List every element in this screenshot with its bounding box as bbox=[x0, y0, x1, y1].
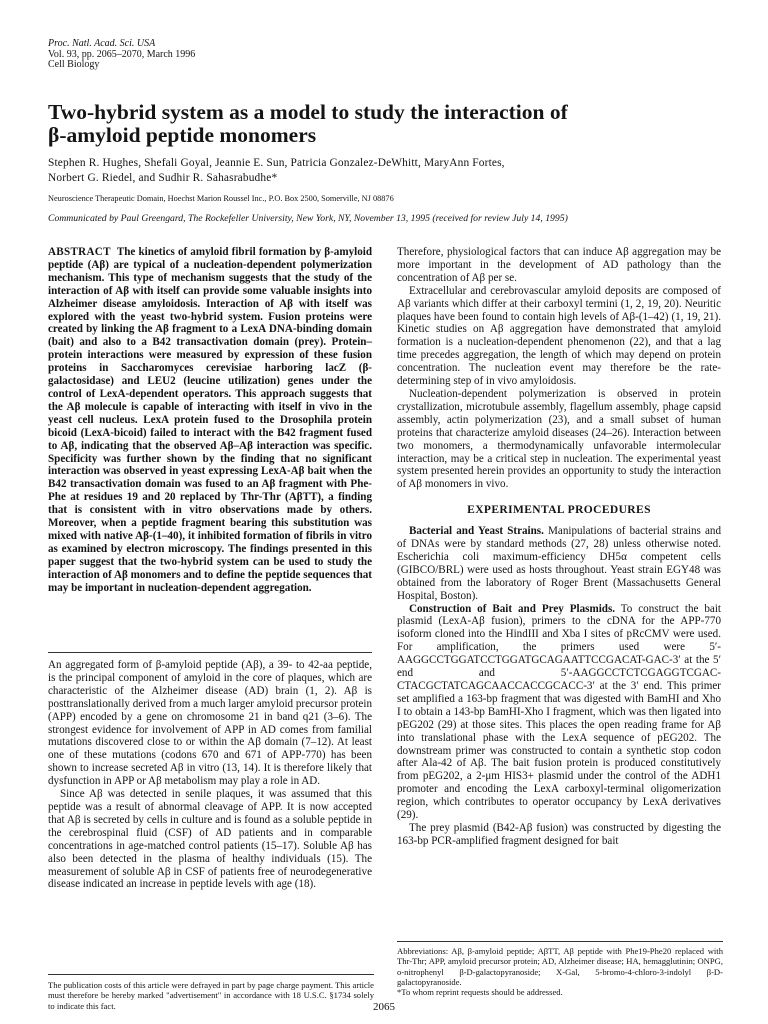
strains-paragraph bbox=[397, 525, 721, 602]
right-paragraph-2: Extracellular and cerebrovascular amyloid deposits are composed of Aβ variants which differ at their carboxyl termini (1, 2, 19, 20). Neuritic plaques have been found to contain high levels of Aβ-(1–42) (1, 19, 21). Kinetic studies on Aβ aggregation have demonstrated that amyloid formation is a nucleation-dependent phenomenon (22), and that a lag time precedes aggregation, the length of which may depend on protein concentration. The nucleation event may therefore be the rate-determining step of in vivo amyloidosis. bbox=[397, 284, 721, 388]
plasmids-paragraph bbox=[397, 603, 721, 822]
author-list bbox=[48, 156, 738, 186]
strains-text: Manipulations of bacterial strains and of DNAs were by standard methods (27, 28) unless otherwise noted. Escherichia coli maximum-efficiency DH5α competent cells (GIBCO/BRL) were used as hosts throughout. Yeast strain EGY48 was obtained from the laboratory of Roger Brent (Massachusetts General Hospital, Boston). bbox=[397, 525, 721, 602]
right-column bbox=[397, 246, 721, 848]
title-line-1: Two-hybrid system as a model to study the interaction of bbox=[48, 100, 568, 124]
communicated-by: Communicated by Paul Greengard, The Rockefeller University, New York, NY, November 13, 1995 (received for review July 14, 1995) bbox=[48, 213, 568, 224]
prey-paragraph: The prey plasmid (B42-Aβ fusion) was constructed by digesting the 163-bp PCR-amplified fragment designed for bait bbox=[397, 821, 721, 847]
publication-cost-note: The publication costs of this article were defrayed in part by page charge payment. This article must therefore be hereby marked "advertisement" in accordance with 18 U.S.C. §1734 solely to indicate this fact. bbox=[48, 980, 374, 1011]
right-paragraph-3: Nucleation-dependent polymerization is observed in protein crystallization, microtubule assembly, flagellum assembly, phage capsid assembly, actin polymerization (23), and a small subset of human proteins that characterize amyloid diseases (24–26). Interaction between two monomers, a thermodynamically unfavorable intermolecular interaction, may be a critical step in nucleation. The experimental yeast system presented herein provides an opportunity to study the interaction of Aβ monomers in vivo. bbox=[397, 387, 721, 491]
strains-heading: Bacterial and Yeast Strains. bbox=[409, 525, 544, 538]
title-line-2: β-amyloid peptide monomers bbox=[48, 123, 317, 147]
abstract bbox=[48, 246, 372, 594]
affiliation: Neuroscience Therapeutic Domain, Hoechst Marion Roussel Inc., P.O. Box 2500, Somerville, NJ 08876 bbox=[48, 194, 394, 203]
journal-section: Cell Biology bbox=[48, 59, 100, 70]
footnote-divider-right bbox=[397, 941, 723, 942]
plasmids-heading: Construction of Bait and Prey Plasmids. bbox=[409, 602, 616, 615]
section-heading: EXPERIMENTAL PROCEDURES bbox=[467, 504, 651, 517]
abstract-text: The kinetics of amyloid fibril formation by β-amyloid peptide (Aβ) are typical of a nucleation-dependent polymerization mechanism. This type of mechanism suggests that the study of the interaction of Aβ with itself can provide some valuable insights into Alzheimer disease amyloidosis. Interaction of Aβ with itself was explored with the yeast two-hybrid system. Fusion proteins were created by linking the Aβ fragment to a LexA DNA-binding domain (bait) and also to a B42 transactivation domain (prey). Protein–protein interactions were measured by expression of these fusion proteins in Saccharomyces cerevisiae harboring lacZ (β-galactosidase) and LEU2 (leucine utilization) genes under the control of LexA-dependent operators. This approach suggests that the Aβ molecule is capable of interacting with itself in vivo in the yeast cell nucleus. LexA protein fused to the Drosophila protein bicoid (LexA-bicoid) failed to interact with the B42 fragment fused to Aβ, indicating that the observed Aβ–Aβ interaction was specific. Specificity was further shown by the finding that no significant interaction was observed in yeast expressing LexA-Aβ bait when the B42 transactivation domain was fused to an Aβ fragment with Phe-Phe at residues 19 and 20 replaced by Thr-Thr (AβTT), a finding that is consistent with in vitro observations made by others. Moreover, when a peptide fragment bearing this substitution was mixed with native Aβ-(1–40), it inhibited formation of fibrils in vitro as examined by electron microscopy. The findings presented in this paper suggest that the two-hybrid system can be used to study the interaction of Aβ monomers and to define the peptide sequences that may be important in nucleation-dependent aggregation. bbox=[48, 246, 372, 594]
journal-citation bbox=[48, 39, 195, 71]
journal-volume: Vol. 93, pp. 2065–2070, March 1996 bbox=[48, 48, 196, 60]
abstract-divider bbox=[48, 652, 372, 653]
intro-paragraph-1: An aggregated form of β-amyloid peptide (Aβ), a 39- to 42-aa peptide, is the principal component of amyloid in the core of plaques, which are characteristic of the Alzheimer disease (AD) brain (1, 2). Aβ is posttranslationally derived from a much larger amyloid precursor protein (APP) encoded by a gene on chromosome 21 in band q21 (3–6). The strongest evidence for involvement of APP in AD comes from familial mutations discovered close to or within the Aβ domain (7–12). At least one of these mutations (codons 670 and 671 of APP-770) has been shown to increase secreted Aβ in vitro (13, 14). It is therefore likely that dysfunction in APP or Aβ metabolism may play a role in AD. bbox=[48, 659, 372, 788]
authors-line-2: Norbert G. Riedel, and Sudhir R. Sahasrabudhe* bbox=[48, 172, 278, 184]
page-number: 2065 bbox=[373, 1001, 395, 1013]
introduction bbox=[48, 659, 372, 891]
reprint-note: *To whom reprint requests should be addressed. bbox=[397, 987, 563, 998]
abbreviations-footnote bbox=[397, 946, 723, 997]
intro-paragraph-2: Since Aβ was detected in senile plaques, it was assumed that this peptide was a result of abnormal cleavage of APP. It is now accepted that Aβ is secreted by cells in culture and is found as a soluble peptide in the cerebrospinal fluid (CSF) of AD patients and in comparable concentrations in age-matched control patients (15–17). Soluble Aβ has also been detected in the plasma of healthy individuals (15). The measurement of soluble Aβ in CSF of patients free of neurodegenerative disease indicated an increase in peptide levels with age (18). bbox=[48, 788, 372, 891]
plasmids-text: To construct the bait plasmid (LexA-Aβ fusion), primers to the cDNA for the APP-770 isoform cloned into the HindIII and Xba I sites of pRcCMV were used. For amplification, the primers used were 5′-AAGGCCTGGATCCTGGATGCAGAATTCCGACAT-GAC-3′ at the 5′ end and 5′-AAGGCCTCTCGAGGTCGAC-CTACGCTATCAGCAACCACCGCACC-3′ at the 3′ end. This primer set amplified a 163-bp fragment that was digested with BamHI and Xho I to obtain a 143-bp BamHI-Xho I fragment, which was then ligated into pEG202 (29) at those sites. This places the open reading frame for Aβ into translational phase with the LexA sequence of pEG202. The downstream primer was constructed to contain a synthetic stop codon after Ala-42 of Aβ. The bait fusion protein is produced constitutively from pEG202, a 2-μm HIS3+ plasmid under the control of the ADH1 promoter and encoding the LexA carboxyl-terminal oligomerization region, which contributes to operator occupancy by LexA derivatives (29). bbox=[397, 602, 721, 822]
authors-line-1: Stephen R. Hughes, Shefali Goyal, Jeannie E. Sun, Patricia Gonzalez-DeWhitt, MaryAnn Fortes, bbox=[48, 157, 505, 169]
abbreviations-text: Abbreviations: Aβ, β-amyloid peptide; AβTT, Aβ peptide with Phe19-Phe20 replaced with Thr-Thr; APP, amyloid precursor protein; AD, Alzheimer disease; HA, hemagglutinin; ONPG, o-nitrophenyl β-D-galactopyranoside; X-Gal, 5-bromo-4-chloro-3-indolyl β-D-galactopyranoside. bbox=[397, 946, 723, 987]
right-paragraph-1: Therefore, physiological factors that can induce Aβ aggregation may be more important in the development of AD pathology than the concentration of Aβ per se. bbox=[397, 246, 721, 284]
footnote-divider-left bbox=[48, 974, 374, 975]
article-title bbox=[48, 101, 728, 147]
journal-name: Proc. Natl. Acad. Sci. USA bbox=[48, 38, 156, 49]
abstract-label: ABSTRACT bbox=[48, 246, 111, 258]
